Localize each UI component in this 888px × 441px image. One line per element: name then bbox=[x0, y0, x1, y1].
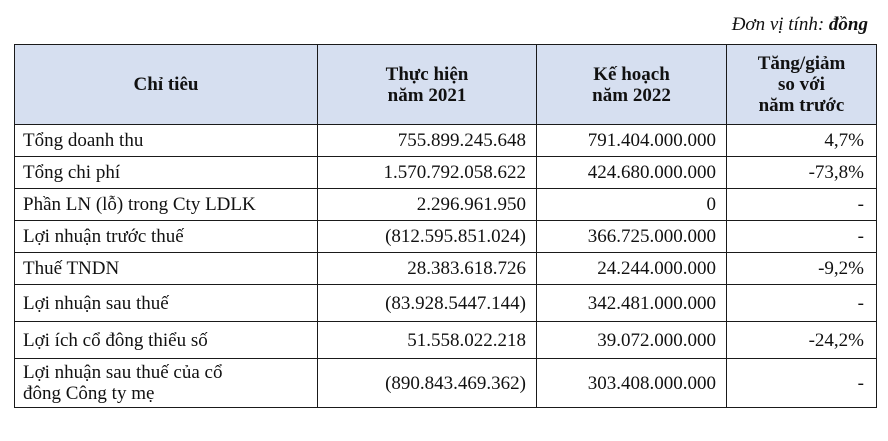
header-plan-2022: Kế hoạch năm 2022 bbox=[537, 45, 727, 125]
plan-2022-value: 424.680.000.000 bbox=[537, 157, 727, 189]
row-label: Thuế TNDN bbox=[15, 253, 318, 285]
actual-2021-value: 51.558.022.218 bbox=[318, 322, 537, 359]
table-row bbox=[15, 125, 877, 157]
row-label: Tổng chi phí bbox=[15, 157, 318, 189]
plan-2022-value: 366.725.000.000 bbox=[537, 221, 727, 253]
actual-2021-value: (83.928.5447.144) bbox=[318, 285, 537, 322]
change-value: - bbox=[727, 189, 877, 221]
unit-note-label: Đơn vị tính: bbox=[731, 14, 825, 35]
table-row bbox=[15, 253, 877, 285]
table-row bbox=[15, 157, 877, 189]
actual-2021-value: 2.296.961.950 bbox=[318, 189, 537, 221]
row-label: Lợi ích cổ đông thiểu số bbox=[15, 322, 318, 359]
actual-2021-value: 28.383.618.726 bbox=[318, 253, 537, 285]
change-value: -24,2% bbox=[727, 322, 877, 359]
row-label: Tổng doanh thu bbox=[15, 125, 318, 157]
unit-note-value: đồng bbox=[828, 14, 868, 35]
table-header bbox=[15, 45, 877, 125]
table-row bbox=[15, 221, 877, 253]
row-label: Lợi nhuận sau thuế bbox=[15, 285, 318, 322]
row-label: Phần LN (lỗ) trong Cty LDLK bbox=[15, 189, 318, 221]
row-label: Lợi nhuận trước thuế bbox=[15, 221, 318, 253]
plan-2022-value: 342.481.000.000 bbox=[537, 285, 727, 322]
header-row bbox=[15, 45, 877, 125]
actual-2021-value: 755.899.245.648 bbox=[318, 125, 537, 157]
change-value: - bbox=[727, 285, 877, 322]
table-row bbox=[15, 285, 877, 322]
change-value: -73,8% bbox=[727, 157, 877, 189]
table-row bbox=[15, 189, 877, 221]
table-row bbox=[15, 359, 877, 408]
change-value: 4,7% bbox=[727, 125, 877, 157]
plan-2022-value: 24.244.000.000 bbox=[537, 253, 727, 285]
actual-2021-value: 1.570.792.058.622 bbox=[318, 157, 537, 189]
plan-2022-value: 303.408.000.000 bbox=[537, 359, 727, 408]
plan-2022-value: 0 bbox=[537, 189, 727, 221]
actual-2021-value: (890.843.469.362) bbox=[318, 359, 537, 408]
financial-plan-table bbox=[14, 44, 877, 408]
header-indicator: Chỉ tiêu bbox=[15, 45, 318, 125]
actual-2021-value: (812.595.851.024) bbox=[318, 221, 537, 253]
unit-note bbox=[732, 14, 868, 36]
header-change: Tăng/giảm so với năm trước bbox=[727, 45, 877, 125]
change-value: - bbox=[727, 221, 877, 253]
change-value: - bbox=[727, 359, 877, 408]
plan-2022-value: 39.072.000.000 bbox=[537, 322, 727, 359]
table-body bbox=[15, 125, 877, 408]
table-row bbox=[15, 322, 877, 359]
header-actual-2021: Thực hiện năm 2021 bbox=[318, 45, 537, 125]
change-value: -9,2% bbox=[727, 253, 877, 285]
row-label: Lợi nhuận sau thuế của cổ đông Công ty mẹ bbox=[15, 359, 318, 408]
plan-2022-value: 791.404.000.000 bbox=[537, 125, 727, 157]
